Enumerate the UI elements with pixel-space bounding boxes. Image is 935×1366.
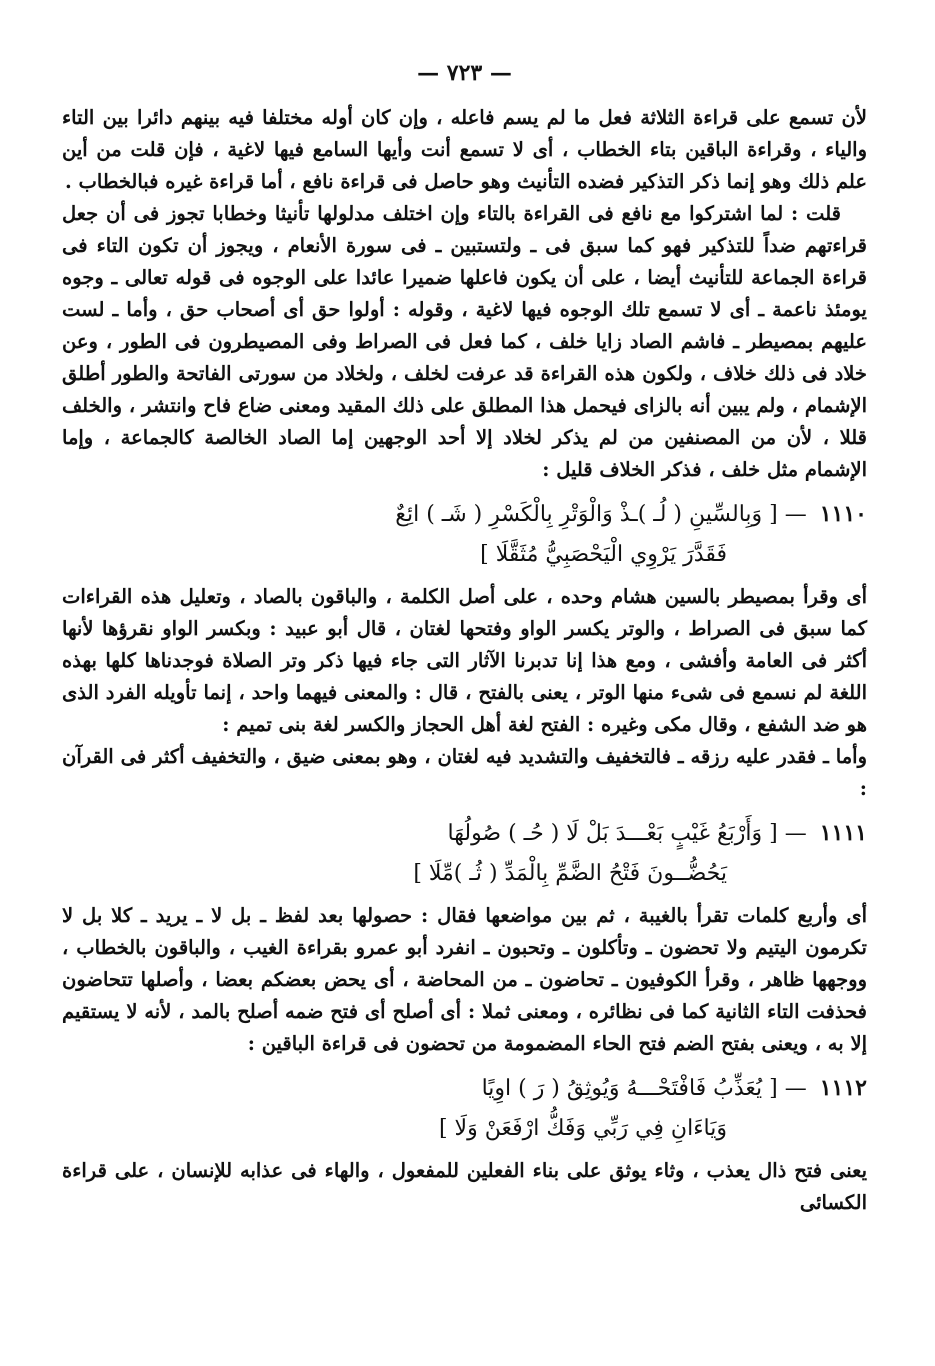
paragraph: وأما ـ فقدر عليه رزقه ـ فالتخفيف والتشديد فيه لغتان ، وهو بمعنى ضيق ، والتخفيف أكثر فى القرآن : xyxy=(62,745,867,800)
verse-text: — [ يُعَذِّبُ فَافْتَحْـــهُ وَيُوثِقُ ( رَ ) اوِيًا xyxy=(481,1076,807,1101)
paragraph: يعنى فتح ذال يعذب ، وثاء يوثق على بناء الفعلين للمفعول ، والهاء فى عذابه للإنسان ، على قراءة الكسائى xyxy=(62,1159,867,1214)
paragraph: أى وقرأ بمصيطر بالسين هشام وحده ، على أصل الكلمة ، والباقون بالصاد ، وتعليل هذه القراءات كما سبق فى الصراط ، والوتر يكسر الواو وفتحها لغتان ، قال أبو عبيد : وبكسر الواو نقرؤها لأنها أكثر فى العامة وأفشى ، ومع هذا إنا تدبرنا الآثار التى جاء فيها ذكر وتر الصلاة فوجدناها كلها بهذه اللغة لم نسمع فى شىء منها الوتر ، يعنى بالفتح ، قال : والمعنى فيهما واحد ، إنما تأويله الفرد الذى هو ضد الشفع ، وقال مكى وغيره : الفتح لغة أهل الحجاز والكسر لغة بنى تميم : xyxy=(62,585,867,736)
verse-text: — [ وَأَرْبَعُ غَيْبٍ بَعْـــدَ بَلْ لَا ( حُـ ) صُولُهَا xyxy=(447,821,807,846)
paragraph: قلت : لما اشتركوا مع نافع فى القراءة بالتاء وإن اختلف مدلولها تأنيثا وخطابا تجوز فى أن جعل قراءتهم ضداً للتذكير فهو كما سبق فى ـ ولتستبين ـ فى سورة الأنعام ، ويجوز أن تكون التاء فى قراءة الجماعة للتأنيث أيضا ، على أن يكون فاعلها ضميرا عائدا على الوجوه فى قوله تعالى ـ وجوه يومئذ ناعمة ـ أى لا تسمع تلك الوجوه فيها لاغية ، وقوله : أولوا حق أى أصحاب حق ، وأما ـ لست عليهم بمصيطر ـ فاشم الصاد زايا خلف ، كما فعل فى الصراط وفى المصيطرون فى الطور ، وعن خلاد فى ذلك خلاف ، ولكون هذه القراءة قد عرفت لخلف ، ولخلاد من سورتى الفاتحة والطور أطلق الإشمام ، ولم يبين أنه بالزاى فيحمل هذا المطلق على ذلك المقيد ومعنى ضاع فاح وانتشر ، والخلف قللا ، لأن من المصنفين من لم يذكر لخلاد إلا أحد الوجهين إما الصاد الخالصة كالجماعة ، وإما الإشمام مثل خلف ، فذكر الخلاف قليل : xyxy=(62,202,867,481)
paragraph: أى وأربع كلمات تقرأ بالغيبة ، ثم بين مواضعها فقال : حصولها بعد لفظ ـ بل لا ـ يريد ـ كلا بل لا تكرمون اليتيم ولا تحضون ـ وتأكلون ـ وتحبون ـ انفرد أبو عمرو بقراءة الغيب ، والباقون بالخطاب ، ووجهها ظاهر ، وقرأ الكوفيون ـ تحاضون ـ من المحاضة ، أى يحض بعضكم بعضا ، وأصلها تتحاضون فحذفت التاء الثانية كما فى نظائره ، ومعنى ثملا : أى أصلح أى فتح ضمه أصلح بالمد ، لأنه لا يستقيم إلا به ، ويعنى بفتح الضم فتح الحاء المضمومة من تحضون فى قراءة الباقين : xyxy=(62,904,867,1055)
verse-1110 xyxy=(62,494,867,575)
verse-number: ١١١٠ xyxy=(819,501,867,527)
page-number: — ٧٢٣ — xyxy=(417,60,512,86)
verse-line: فَقَدَّرَ يَرْوِي الْيَحْصَبِيُّ مُثَقَّلَا ] xyxy=(480,542,727,567)
verse-1112 xyxy=(62,1068,867,1149)
verse-line xyxy=(62,494,867,535)
paragraph: لأن تسمع على قراءة الثلاثة فعل ما لم يسم فاعله ، وإن كان أوله مختلفا فيه بينهم دائرا بين التاء والياء ، وقراءة الباقين بتاء الخطاب ، أى لا تسمع أنت وأيها السامع فيها لاغية ، فإن قلت من أين علم ذلك وهو إنما ذكر التذكير فضده التأنيث وهو حاصل فى قراءة نافع ، أما قراءة غيره فبالخطاب . xyxy=(62,106,867,193)
verse-number: ١١١٢ xyxy=(819,1075,867,1101)
verse-line xyxy=(62,1068,867,1109)
verse-line: وَيَاءَانِ فِي رَبِّي وَفَكُّ ارْفَعَنْ وَلَا ] xyxy=(438,1116,727,1141)
verse-text: — [ وَبِالسِّينِ ( لُـ )ـذْ وَالْوَتْرِ بِالْكَسْرِ ( شَـ ) ائِعٌ xyxy=(395,502,807,527)
verse-number: ١١١١ xyxy=(819,820,867,846)
verse-1111 xyxy=(62,813,867,894)
verse-line xyxy=(62,813,867,854)
verse-line: يَحُضُّــونَ فَتْحُ الضَّمِّ بِالْمَدِّ ( ثُـ )مِّلَا ] xyxy=(413,861,727,886)
